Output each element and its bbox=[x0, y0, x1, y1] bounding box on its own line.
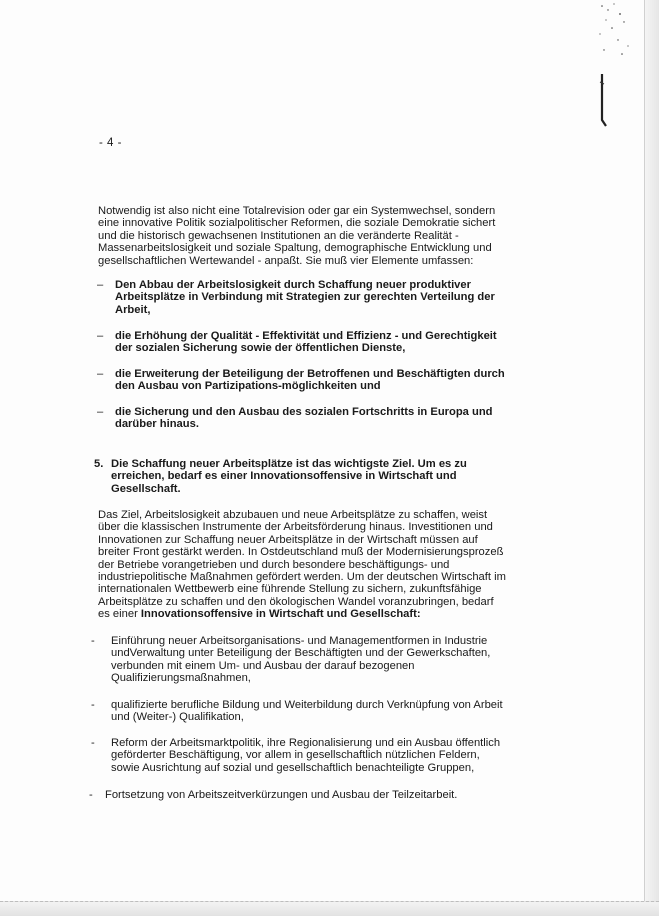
scan-edge-bottom bbox=[0, 901, 659, 916]
list-item-text: qualifizierte berufliche Bildung und Weiterbildung durch Verknüpfung von Arbeit und (Weiter-) Qualifikation, bbox=[111, 699, 503, 724]
list-item-text: die Erhöhung der Qualität - Effektivität und Effizienz - und Gerechtigkeit der sozialen Sicherung sowie der öffentlichen Dienste, bbox=[115, 330, 497, 355]
body-paragraph bbox=[98, 509, 506, 621]
section-title: Die Schaffung neuer Arbeitsplätze ist das wichtigste Ziel. Um es zu erreichen, bedarf es einer Innovationsoffensive in Wirtschaft und Gesellschaft. bbox=[111, 458, 467, 495]
scan-noise-mark bbox=[594, 0, 634, 60]
list-dash: – bbox=[97, 406, 104, 418]
list-dash: - bbox=[91, 737, 95, 749]
list-item-text: Einführung neuer Arbeitsorganisations- und Managementformen in Industrie undVerwaltung unter Beteiligung der Beschäftigten und der Gewerkschaften, verbunden mit einem Um- und Ausbau der darauf bezogenen Qualifizierungsmaßnahmen, bbox=[111, 635, 491, 685]
list-dash: – bbox=[97, 330, 104, 342]
scan-bracket-mark bbox=[596, 72, 616, 128]
section-number: 5. bbox=[94, 458, 104, 470]
scan-edge-right bbox=[644, 0, 659, 916]
list-item-text: Fortsetzung von Arbeitszeitverkürzungen und Ausbau der Teilzeitarbeit. bbox=[105, 789, 458, 801]
intro-paragraph: Notwendig ist also nicht eine Totalrevision oder gar ein Systemwechsel, sondern eine innovative Politik sozialpolitischer Reformen, die soziale Demokratie sichert und die historisch gewachsenen Institutionen an die veränderte Realität - Massenarbeitslosigkeit und soziale Spaltung, demographische Entwicklung und gesellschaftlichen Wertewandel - anpaßt. Sie muß vier Elemente umfassen: bbox=[98, 205, 496, 267]
list-dash: – bbox=[97, 368, 104, 380]
list-item-text: Den Abbau der Arbeitslosigkeit durch Schaffung neuer produktiver Arbeitsplätze in Verbindung mit Strategien zur gerechten Verteilung der Arbeit, bbox=[115, 279, 495, 316]
page-number: - 4 - bbox=[99, 137, 122, 149]
list-item-text: Reform der Arbeitsmarktpolitik, ihre Regionalisierung und ein Ausbau öffentlich geförderter Beschäftigung, vor allem in gesellschaftlich nützlichen Feldern, sowie Ausrichtung auf sozial und gesellschaftlich benachteiligte Gruppen, bbox=[111, 737, 501, 774]
body-paragraph-text: Das Ziel, Arbeitslosigkeit abzubauen und neue Arbeitsplätze zu schaffen, weist über die klassischen Instrumente der Arbeitsförderung hinaus. Investitionen und Innovationen zur Schaffung neuer Arbeitsplätze in der Wirtschaft müssen auf breiter Front gestärkt werden. In Ostdeutschland muß der Modernisierungsprozeß der Betriebe vorangetrieben und durch besondere beschäftigungs- und industriepolitische Maßnahmen gefördert werden. Um der deutschen Wirtschaft im internationalen Wettbewerb eine führende Stellung zu sichern, zukunftsfähige Arbeitsplätze zu schaffen und den ökologischen Wandel voranzubringen, bedarf es einer bbox=[98, 509, 506, 621]
list-dash: - bbox=[91, 635, 95, 647]
body-paragraph-emphasis: Innovationsoffensive in Wirtschaft und Gesellschaft: bbox=[140, 608, 421, 621]
list-item-text: die Erweiterung der Beteiligung der Betroffenen und Beschäftigten durch den Ausbau von Partizipations-möglichkeiten und bbox=[115, 368, 505, 393]
list-dash: - bbox=[91, 699, 95, 711]
list-item-text: die Sicherung und den Ausbau des sozialen Fortschritts in Europa und darüber hinaus. bbox=[115, 406, 493, 431]
list-dash: - bbox=[89, 789, 93, 801]
list-dash: – bbox=[97, 279, 104, 291]
